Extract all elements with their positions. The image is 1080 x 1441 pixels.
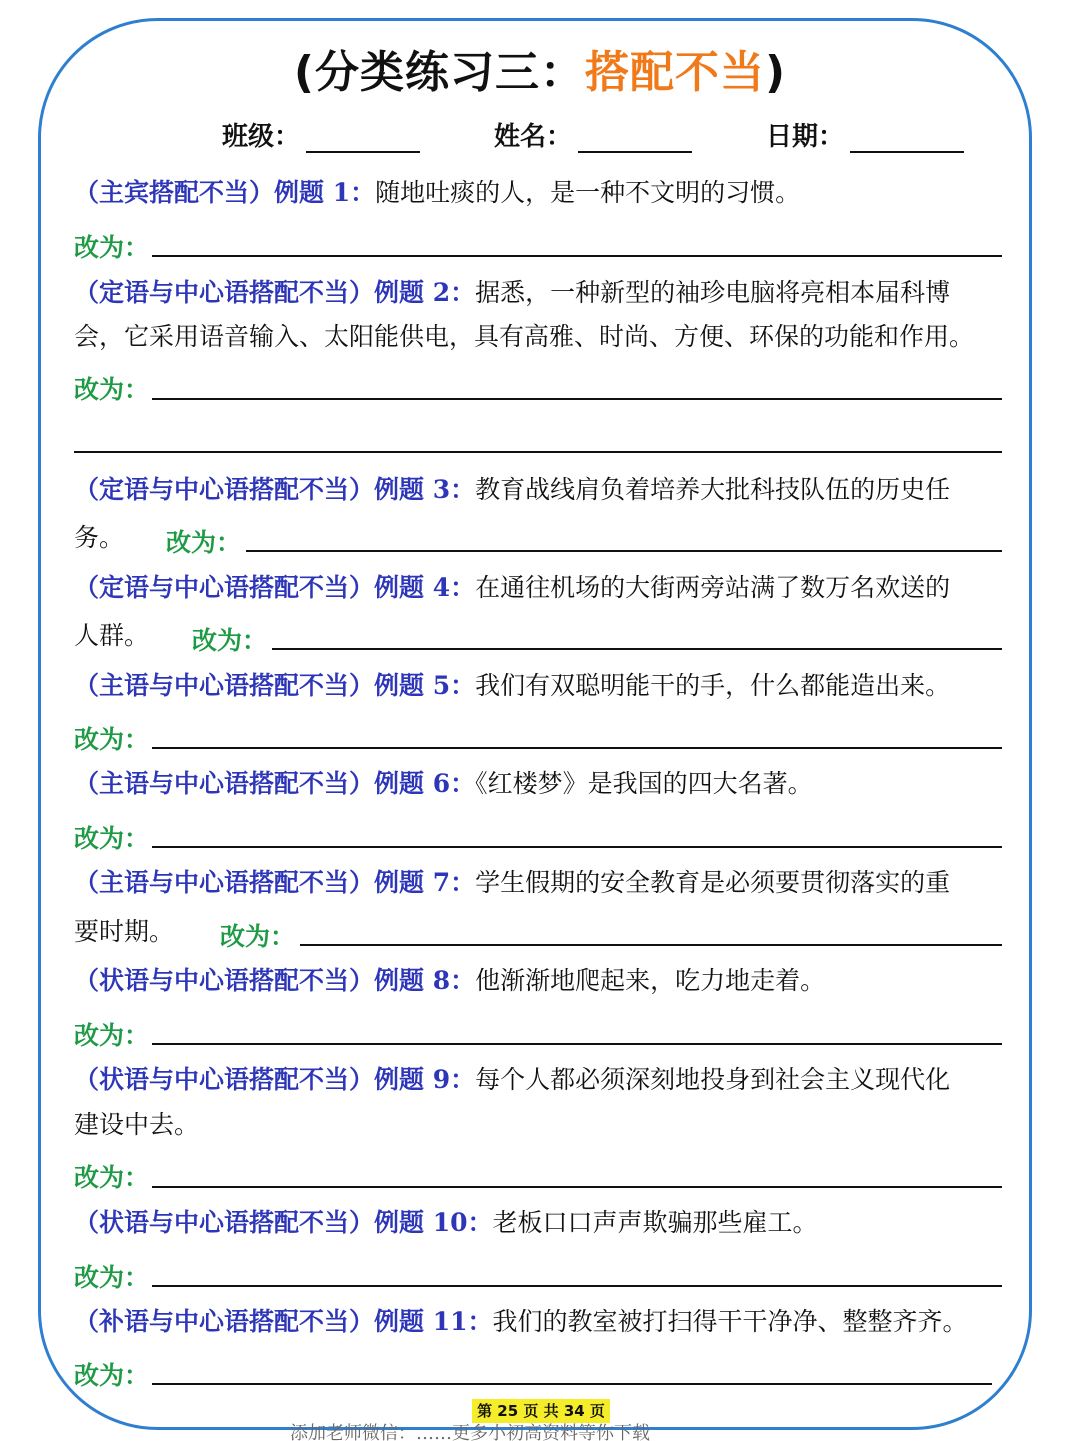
class-field: [222, 116, 420, 153]
question-text: 每个人都必须深刻地投身到社会主义现代化: [475, 1065, 951, 1094]
question-4: [74, 573, 950, 603]
answer-line[interactable]: [272, 648, 1002, 650]
answer-label: 改为：: [74, 824, 150, 853]
question-3: [74, 475, 950, 505]
class-label: 班级：: [222, 122, 301, 152]
question-text: 《红楼梦》是我国的四大名著。: [475, 769, 813, 798]
name-label: 姓名：: [494, 122, 573, 152]
question-text-cont: 务。: [74, 523, 125, 552]
question-text: 我们的教室被打扫得干干净净、整整齐齐。: [492, 1307, 968, 1336]
question-8: [74, 966, 825, 996]
answer-line[interactable]: [152, 1186, 1002, 1188]
question-text: 学生假期的安全教育是必须要贯彻落实的重: [475, 868, 951, 897]
answer-label: 改为：: [166, 528, 242, 557]
answer-label: 改为：: [74, 1361, 150, 1390]
question-11: [74, 1307, 968, 1337]
question-category: （主宾搭配不当）例题 1：: [74, 178, 376, 207]
answer-label: 改为：: [74, 1163, 150, 1192]
answer-line[interactable]: [246, 550, 1002, 552]
answer-line[interactable]: [152, 255, 1002, 257]
title-suffix: ): [765, 47, 787, 98]
title-prefix: (分类练习三：: [293, 47, 585, 98]
answer-line[interactable]: [74, 451, 1002, 453]
answer-line[interactable]: [152, 747, 1002, 749]
page-title: [0, 36, 1080, 100]
question-1: [74, 178, 800, 208]
question-category: （定语与中心语搭配不当）例题 2：: [74, 278, 476, 307]
answer-label: 改为：: [74, 725, 150, 754]
name-blank[interactable]: [578, 125, 692, 153]
date-label: 日期：: [766, 122, 845, 152]
question-category: （状语与中心语搭配不当）例题 9：: [74, 1065, 476, 1094]
answer-label: 改为：: [74, 1263, 150, 1292]
question-category: （状语与中心语搭配不当）例题 10：: [74, 1208, 493, 1237]
question-category: （主语与中心语搭配不当）例题 7：: [74, 868, 476, 897]
question-text: 在通往机场的大街两旁站满了数万名欢送的: [475, 573, 951, 602]
question-2: [74, 278, 950, 308]
question-category: （状语与中心语搭配不当）例题 8：: [74, 966, 476, 995]
question-text-cont: 要时期。: [74, 917, 175, 946]
answer-label: 改为：: [74, 233, 150, 262]
answer-label: 改为：: [74, 375, 150, 404]
answer-line[interactable]: [152, 1383, 992, 1385]
question-6: [74, 769, 813, 799]
question-category: （主语与中心语搭配不当）例题 5：: [74, 671, 476, 700]
question-category: （主语与中心语搭配不当）例题 6：: [74, 769, 476, 798]
answer-line[interactable]: [300, 944, 1002, 946]
answer-line[interactable]: [152, 398, 1002, 400]
page-number: 第 25 页 共 34 页: [472, 1399, 610, 1423]
question-text: 教育战线肩负着培养大批科技队伍的历史任: [475, 475, 951, 504]
title-highlight: 搭配不当: [585, 47, 765, 98]
question-text: 据悉，一种新型的袖珍电脑将亮相本届科博: [475, 278, 951, 307]
question-7: [74, 868, 950, 898]
answer-label: 改为：: [192, 626, 268, 655]
question-text: 他渐渐地爬起来，吃力地走着。: [475, 966, 826, 995]
question-category: （定语与中心语搭配不当）例题 4：: [74, 573, 476, 602]
question-category: （补语与中心语搭配不当）例题 11：: [74, 1307, 493, 1336]
question-text: 随地吐痰的人，是一种不文明的习惯。: [375, 178, 801, 207]
question-category: （定语与中心语搭配不当）例题 3：: [74, 475, 476, 504]
question-5: [74, 671, 950, 701]
question-text: 老板口口声声欺骗那些雇工。: [492, 1208, 818, 1237]
question-text-cont: 人群。: [74, 621, 150, 650]
date-blank[interactable]: [850, 125, 964, 153]
question-text-cont: 会，它采用语音输入、太阳能供电，具有高雅、时尚、方便、环保的功能和作用。: [74, 322, 975, 351]
answer-line[interactable]: [152, 1285, 1002, 1287]
date-field: [766, 116, 964, 153]
answer-line[interactable]: [152, 1043, 1002, 1045]
question-10: [74, 1208, 818, 1238]
question-text-cont: 建设中去。: [74, 1110, 200, 1139]
question-9: [74, 1065, 950, 1095]
answer-label: 改为：: [74, 1021, 150, 1050]
question-text: 我们有双聪明能干的手，什么都能造出来。: [475, 671, 951, 700]
footer-cut-text: 添加老师微信：……更多小初高资料等你下载: [290, 1423, 650, 1441]
class-blank[interactable]: [306, 125, 420, 153]
answer-label: 改为：: [220, 922, 296, 951]
name-field: [494, 116, 692, 153]
answer-line[interactable]: [152, 846, 1002, 848]
